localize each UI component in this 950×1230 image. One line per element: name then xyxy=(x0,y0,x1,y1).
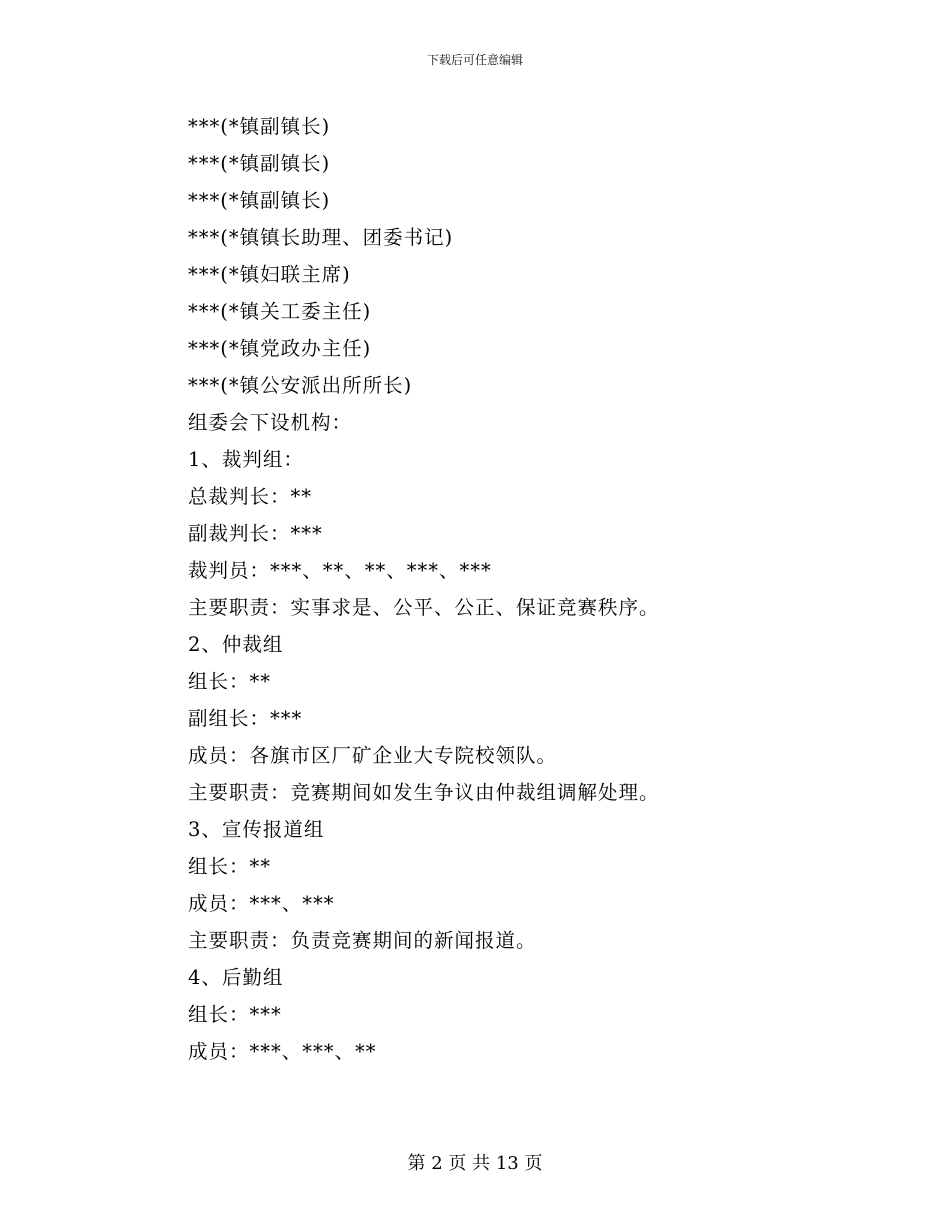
text-line: 成员：***、***、** xyxy=(188,1040,377,1063)
text-line: ***(*镇镇长助理、团委书记) xyxy=(188,226,454,249)
text-line: 副裁判长：*** xyxy=(188,522,323,545)
text-line: 组长：*** xyxy=(188,1003,282,1026)
text-line: 组长：** xyxy=(188,670,272,693)
text-line: ***(*镇副镇长) xyxy=(188,189,331,212)
text-line: 成员：***、*** xyxy=(188,892,335,915)
document-body xyxy=(188,108,788,1070)
text-line: 主要职责：负责竞赛期间的新闻报道。 xyxy=(188,929,537,952)
text-line: ***(*镇党政办主任) xyxy=(188,337,372,360)
text-line: 成员：各旗市区厂矿企业大专院校领队。 xyxy=(188,744,558,767)
page-number: 第 2 页 共 13 页 xyxy=(407,1153,543,1174)
text-line: ***(*镇妇联主席) xyxy=(188,263,351,286)
section-heading: 组委会下设机构： xyxy=(188,411,353,434)
text-line: ***(*镇副镇长) xyxy=(188,115,331,138)
subsection-heading: 4、后勤组 xyxy=(188,966,284,989)
text-line: ***(*镇关工委主任) xyxy=(188,300,372,323)
subsection-heading: 2、仲裁组 xyxy=(188,633,284,656)
text-line: 副组长：*** xyxy=(188,707,303,730)
text-line: ***(*镇公安派出所所长) xyxy=(188,374,413,397)
page-header: 下载后可任意编辑 xyxy=(426,53,523,67)
text-line: ***(*镇副镇长) xyxy=(188,152,331,175)
text-line: 组长：** xyxy=(188,855,272,878)
subsection-heading: 1、裁判组： xyxy=(188,448,304,471)
text-line: 总裁判长：** xyxy=(188,485,313,508)
text-line: 裁判员：***、**、**、***、*** xyxy=(188,559,492,582)
text-line: 主要职责：实事求是、公平、公正、保证竞赛秩序。 xyxy=(188,596,660,619)
text-line: 主要职责：竞赛期间如发生争议由仲裁组调解处理。 xyxy=(188,781,660,804)
subsection-heading: 3、宣传报道组 xyxy=(188,818,325,841)
